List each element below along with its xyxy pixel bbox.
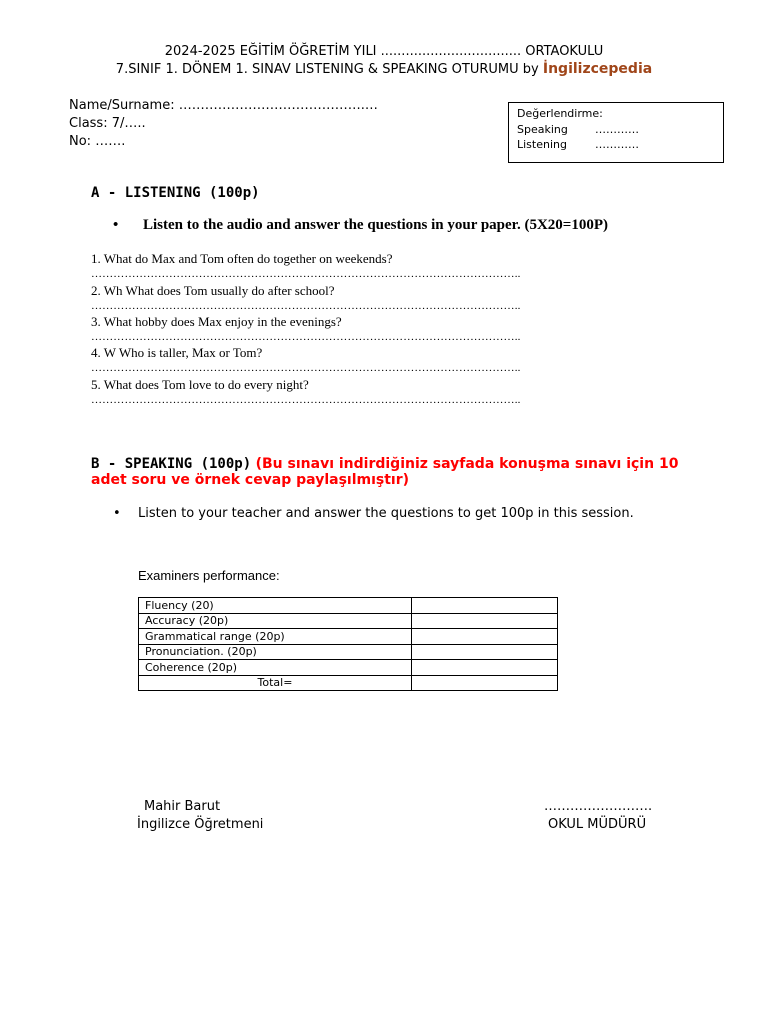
question-4: 4. W Who is taller, Max or Tom?: [91, 345, 263, 360]
section-a-title: A - LISTENING (100p): [91, 185, 260, 201]
principal-title: OKUL MÜDÜRÜ: [548, 817, 647, 832]
section-b-title: B - SPEAKING (100p): [91, 456, 252, 472]
principal-signature-line: …………………….: [544, 799, 653, 814]
question-3: 3. What hobby does Max enjoy in the evenings?: [91, 314, 342, 329]
exam-header-title: 7.SINIF 1. DÖNEM 1. SINAV LISTENING & SPEAKING OTURUMU by: [115, 62, 543, 77]
instruction-text: Listen to your teacher and answer the questions to get 100p in this session.: [138, 506, 634, 521]
section-b-note: (Bu sınavı indirdiğiniz sayfada konuşma sınavı için 10 adet soru ve örnek cevap paylaşılmıştır): [91, 456, 679, 488]
answer-line-4: ……………………………………………………………………………………………………..: [91, 362, 521, 374]
criterion-cell: Fluency (20): [139, 598, 412, 614]
answer-line-3: ……………………………………………………………………………………………………..: [91, 331, 521, 343]
table-row: [139, 644, 558, 660]
name-surname-field: Name/Surname: …………………………………….…: [69, 98, 378, 113]
brand-name: İngilizcepedia: [542, 61, 653, 77]
answer-line-2: ……………………………………………………………………………………………………..: [91, 300, 521, 312]
evaluation-label: Speaking: [517, 122, 568, 136]
performance-table: [138, 597, 558, 691]
instruction-text: Listen to the audio and answer the questions in your paper. (5X20=100P): [143, 217, 608, 233]
answer-line-1: ……………………………………………………………………………………………………..: [91, 268, 521, 280]
score-cell[interactable]: [412, 598, 558, 614]
table-row: [139, 675, 558, 691]
score-cell[interactable]: [412, 644, 558, 660]
criterion-cell: Pronunciation. (20p): [139, 644, 412, 660]
criterion-cell: Grammatical range (20p): [139, 629, 412, 645]
question-5: 5. What does Tom love to do every night?: [91, 377, 309, 392]
score-cell[interactable]: [412, 629, 558, 645]
evaluation-title: Değerlendirme:: [517, 107, 603, 120]
score-cell[interactable]: [412, 660, 558, 676]
table-row: [139, 629, 558, 645]
question-1: 1. What do Max and Tom often do together on weekends?: [91, 251, 393, 266]
evaluation-box: [508, 102, 724, 163]
class-field: Class: 7/…..: [69, 116, 146, 131]
evaluation-row: [517, 137, 715, 153]
answer-line-5: ……………………………………………………………………………………………………..: [91, 394, 521, 406]
table-row: [139, 613, 558, 629]
total-label-cell: Total=: [139, 675, 412, 691]
exam-header-line1: 2024-2025 EĞİTİM ÖĞRETİM YILI .................................. ORTAOKULU: [164, 44, 604, 59]
teacher-name: Mahir Barut: [144, 799, 221, 814]
exam-header-line2: [0, 61, 768, 77]
bullet-icon: •: [113, 217, 119, 233]
evaluation-label: Listening: [517, 138, 567, 151]
total-score-cell[interactable]: [412, 675, 558, 691]
table-row: [139, 660, 558, 676]
criterion-cell: Coherence (20p): [139, 660, 412, 676]
criterion-cell: Accuracy (20p): [139, 613, 412, 629]
question-2: 2. Wh What does Tom usually do after school?: [91, 283, 335, 298]
evaluation-value: …………: [595, 122, 639, 136]
performance-label: Examiners performance:: [138, 568, 280, 583]
teacher-title: İngilizce Öğretmeni: [137, 817, 264, 832]
number-field: No: …….: [69, 134, 126, 149]
bullet-icon: •: [113, 506, 121, 521]
section-b-heading: [91, 456, 691, 488]
score-cell[interactable]: [412, 613, 558, 629]
table-row: [139, 598, 558, 614]
evaluation-value: …………: [595, 138, 639, 151]
evaluation-row: [517, 122, 715, 138]
